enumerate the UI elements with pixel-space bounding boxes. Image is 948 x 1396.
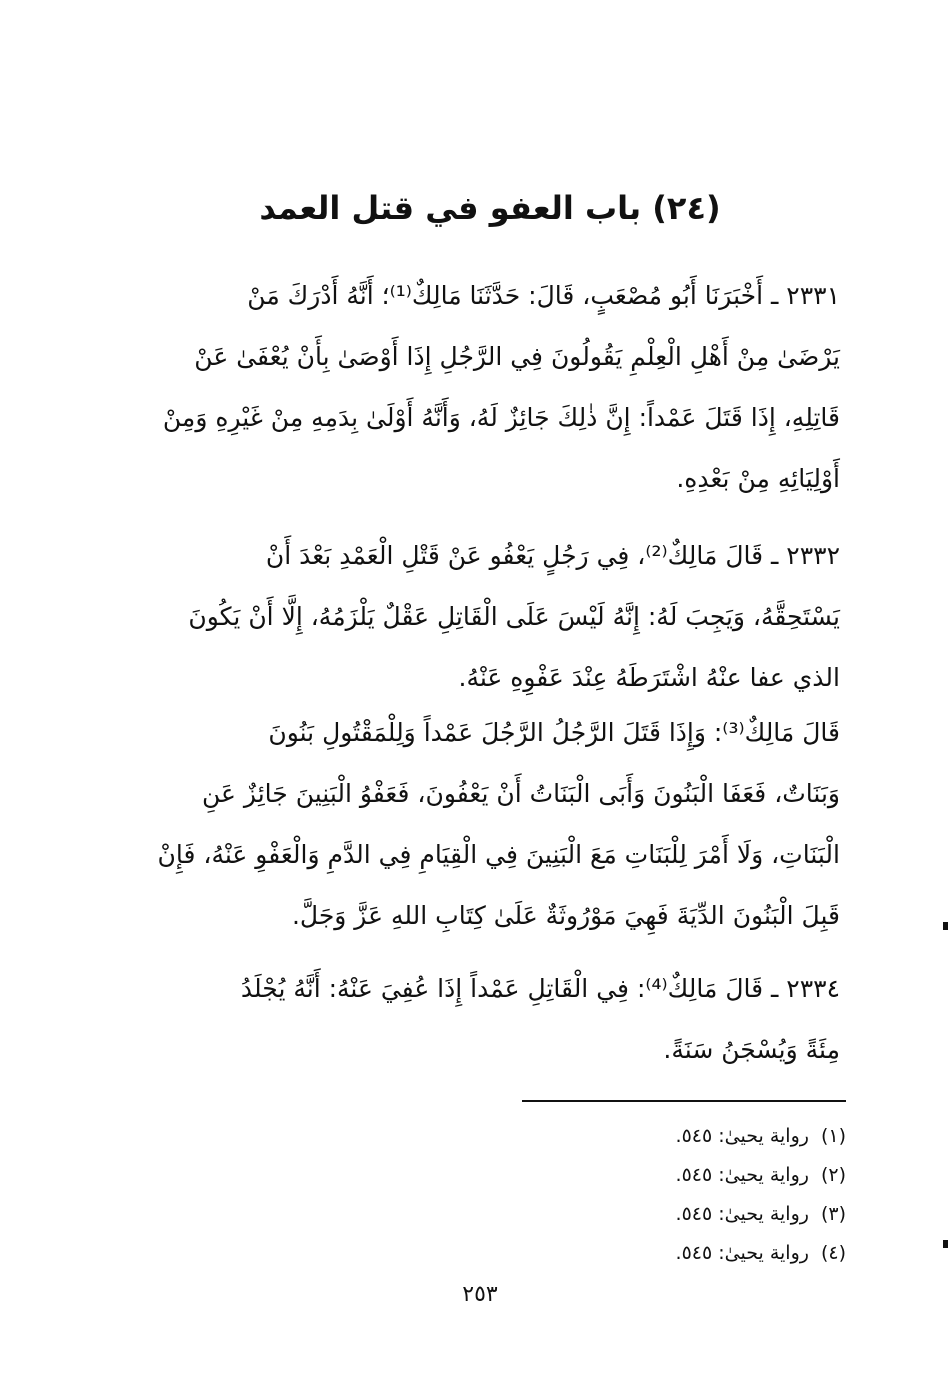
footnote xyxy=(486,1156,846,1195)
footnotes xyxy=(486,1117,846,1273)
hadith-paragraph-2331 xyxy=(140,265,840,509)
text-line: وَبَنَاتٌ، فَعَفَا الْبَنُونَ وَأَبَى الْبَنَاتُ أَنْ يَعْفُونَ، فَعَفْوُ الْبَنِينَ جَائِزٌ عَنِ xyxy=(202,779,840,808)
text-line: يَرْضَىٰ مِنْ أَهْلِ الْعِلْمِ يَقُولُونَ فِي الرَّجُلِ إِذَا أَوْصَىٰ بِأَنْ يُعْفَىٰ عَنْ xyxy=(194,342,840,371)
hadith-paragraph-2332 xyxy=(140,525,840,708)
footnote xyxy=(486,1234,846,1273)
chapter-heading: (٢٤) باب العفو في قتل العمد xyxy=(259,189,721,227)
footnote-text: رواية يحيىٰ: ٥٤٥. xyxy=(675,1125,809,1147)
footnote-number: (٣) xyxy=(820,1203,846,1225)
text-line: أَوْلِيَائِهِ مِنْ بَعْدِهِ. xyxy=(676,464,840,493)
footnote xyxy=(486,1117,846,1156)
text-line: مِئَةً وَيُسْجَنُ سَنَةً. xyxy=(663,1035,840,1064)
margin-mark xyxy=(943,1240,948,1248)
footnote-number: (٤) xyxy=(820,1242,846,1264)
margin-mark xyxy=(943,922,948,930)
footnote-number: (١) xyxy=(820,1125,846,1147)
hadith-paragraph-2333 xyxy=(140,702,840,946)
text-line: ٢٣٣١ ـ أَخْبَرَنَا أَبُو مُصْعَبٍ، قَالَ: حَدَّثَنَا مَالِكٌ⁽¹⁾؛ أَنَّهُ أَدْرَكَ مَنْ xyxy=(247,281,840,310)
footnote xyxy=(486,1195,846,1234)
hadith-paragraph-2334 xyxy=(140,958,840,1080)
text-line: قَاتِلِهِ، إِذَا قَتَلَ عَمْداً: إِنَّ ذٰلِكَ جَائِزٌ لَهُ، وَأَنَّهُ أَوْلَىٰ بِدَمِهِ مِنْ غَيْرِهِ وَمِنْ xyxy=(162,403,840,432)
text-line: ٢٣٣٢ ـ قَالَ مَالِكٌ⁽²⁾، فِي رَجُلٍ يَعْفُو عَنْ قَتْلِ الْعَمْدِ بَعْدَ أَنْ xyxy=(265,541,840,570)
text-line: يَسْتَحِقَّهُ، وَيَجِبَ لَهُ: إِنَّهُ لَيْسَ عَلَى الْقَاتِلِ عَقْلٌ يَلْزَمُهُ، إِلَّا أَنْ يَكُونَ xyxy=(188,602,840,631)
text-line: الذي عفا عنْهُ اشْتَرَطَهُ عِنْدَ عَفْوِهِ عَنْهُ. xyxy=(458,663,840,692)
footnote-text: رواية يحيىٰ: ٥٤٥. xyxy=(675,1203,809,1225)
page-number: ٢٥٣ xyxy=(462,1282,498,1307)
text-line: ٢٣٣٤ ـ قَالَ مَالِكٌ⁽⁴⁾: فِي الْقَاتِلِ عَمْداً إِذَا عُفِيَ عَنْهُ: أَنَّهُ يُجْلَدُ xyxy=(240,974,840,1003)
footnote-separator xyxy=(522,1100,846,1102)
text-line: الْبَنَاتِ، وَلَا أَمْرَ لِلْبَنَاتِ مَعَ الْبَنِينَ فِي الْقِيَامِ فِي الدَّمِ وَالْعَفْوِ عَنْهُ، فَإِنْ xyxy=(157,840,840,869)
text-line: قَالَ مَالِكٌ⁽³⁾: وَإِذَا قَتَلَ الرَّجُلُ الرَّجُلَ عَمْداً وَلِلْمَقْتُولِ بَنُونَ xyxy=(268,718,840,747)
footnote-number: (٢) xyxy=(820,1164,846,1186)
text-line: قَبِلَ الْبَنُونَ الدِّيَةَ فَهِيَ مَوْرُوثَةٌ عَلَىٰ كِتَابِ اللهِ عَزَّ وَجَلَّ. xyxy=(291,901,840,930)
footnote-text: رواية يحيىٰ: ٥٤٥. xyxy=(675,1242,809,1264)
footnote-text: رواية يحيىٰ: ٥٤٥. xyxy=(675,1164,809,1186)
